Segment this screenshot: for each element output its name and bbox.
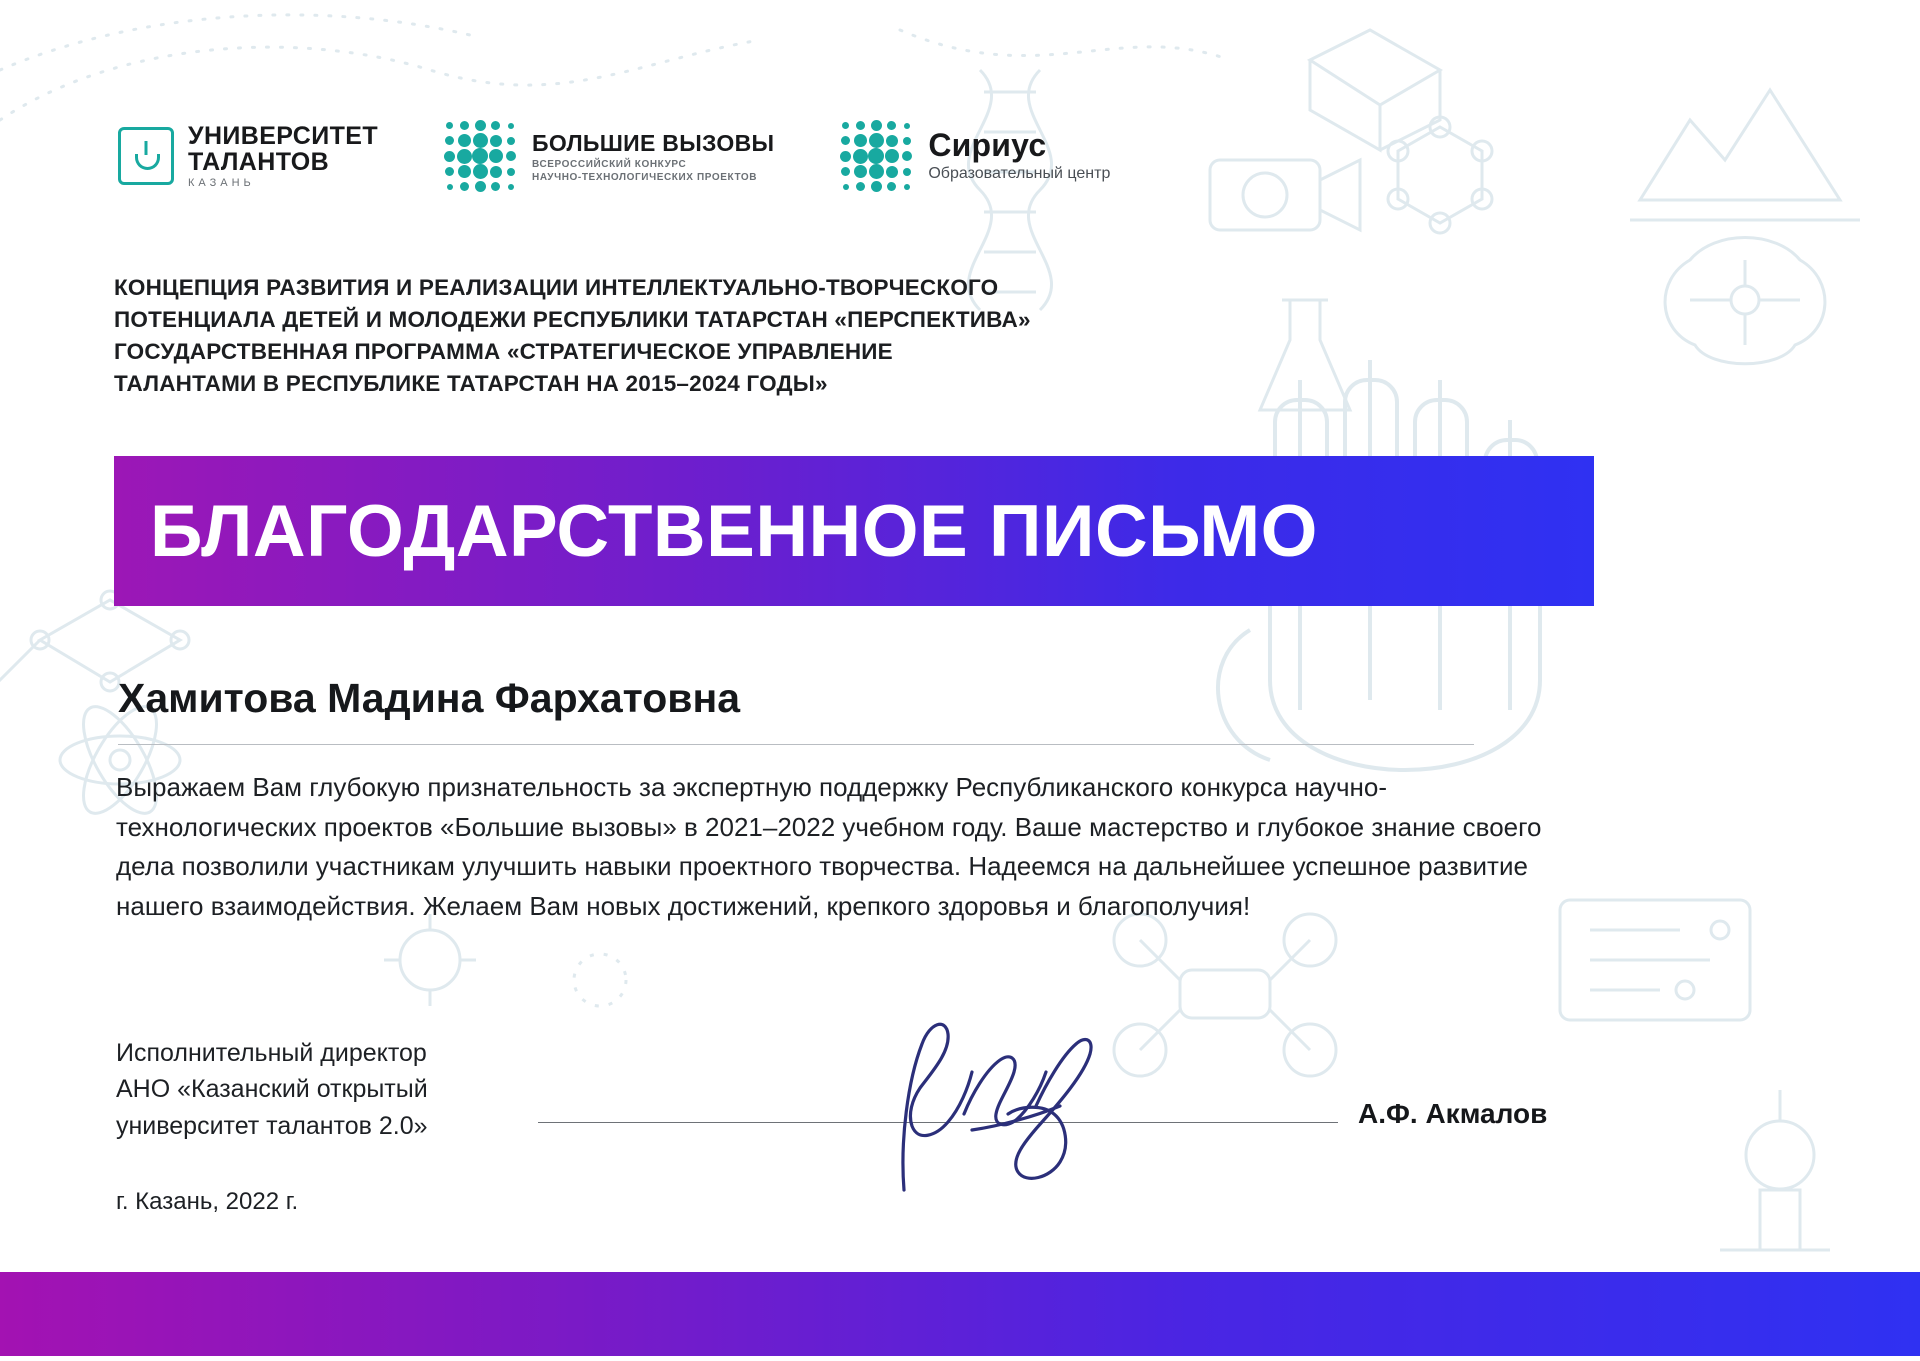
university-logo-line2: ТАЛАНТОВ [188, 147, 330, 176]
recipient-divider [118, 744, 1474, 745]
handwritten-signature-icon [860, 1010, 1160, 1205]
big-challenges-subtitle-1: ВСЕРОССИЙСКИЙ КОНКУРС [532, 158, 687, 170]
recipient-name: Хамитова Мадина Фархатовна [118, 675, 741, 721]
program-line-1: КОНЦЕПЦИЯ РАЗВИТИЯ И РЕАЛИЗАЦИИ ИНТЕЛЛЕКТУАЛЬНО-ТВОРЧЕСКОГО [114, 275, 999, 300]
sirius-subtitle: Образовательный центр [928, 165, 1111, 182]
university-talents-monogram-icon [118, 127, 174, 185]
body-text: Выражаем Вам глубокую признательность за экспертную поддержку Республиканского конкурса научно-технологических проектов «Большие вызовы» в 2021–2022 учебном году. Ваше мастерство и глубокое знание своего дела позволили участникам улучшить навыки проектного творчества. Надеемся на дальнейшее успешное развитие нашего взаимодействия. Желаем Вам новых достижений, крепкого здоровья и благополучия! [116, 772, 1542, 921]
logo-big-challenges [442, 118, 774, 194]
signatory-position [116, 1035, 428, 1144]
logo-university-talents [118, 123, 378, 189]
signatory-name: А.Ф. Акмалов [1358, 1098, 1548, 1129]
logo-sirius [838, 118, 1110, 194]
title-banner [114, 456, 1594, 606]
signatory-position-line-2: АНО «Казанский открытый [116, 1075, 428, 1104]
program-line-3: ГОСУДАРСТВЕННАЯ ПРОГРАММА «СТРАТЕГИЧЕСКОЕ УПРАВЛЕНИЕ [114, 338, 893, 364]
university-logo-city: КАЗАНЬ [188, 176, 255, 189]
program-line-2: ПОТЕНЦИАЛА ДЕТЕЙ И МОЛОДЕЖИ РЕСПУБЛИКИ ТАТАРСТАН «ПЕРСПЕКТИВА» [114, 306, 1031, 332]
footer-gradient-bar [0, 1272, 1920, 1356]
logo-row [118, 118, 1110, 194]
university-logo-line1: УНИВЕРСИТЕТ [188, 121, 378, 150]
signatory-position-line-3: университет талантов 2.0» [116, 1111, 428, 1140]
big-challenges-subtitle-2: НАУЧНО-ТЕХНОЛОГИЧЕСКИХ ПРОЕКТОВ [532, 171, 758, 183]
document-title: БЛАГОДАРСТВЕННОЕ ПИСЬМО [150, 490, 1318, 572]
dot-grid-icon [838, 118, 914, 194]
dot-grid-icon [442, 118, 518, 194]
signatory-position-line-1: Исполнительный директор [116, 1039, 427, 1067]
big-challenges-title: БОЛЬШИЕ ВЫЗОВЫ [532, 129, 775, 156]
program-line-4: ТАЛАНТАМИ В РЕСПУБЛИКЕ ТАТАРСТАН НА 2015–2024 ГОДЫ» [114, 370, 828, 396]
place-and-date: г. Казань, 2022 г. [116, 1188, 299, 1215]
program-caption [114, 272, 1031, 400]
sirius-title: Сириус [928, 127, 1047, 163]
